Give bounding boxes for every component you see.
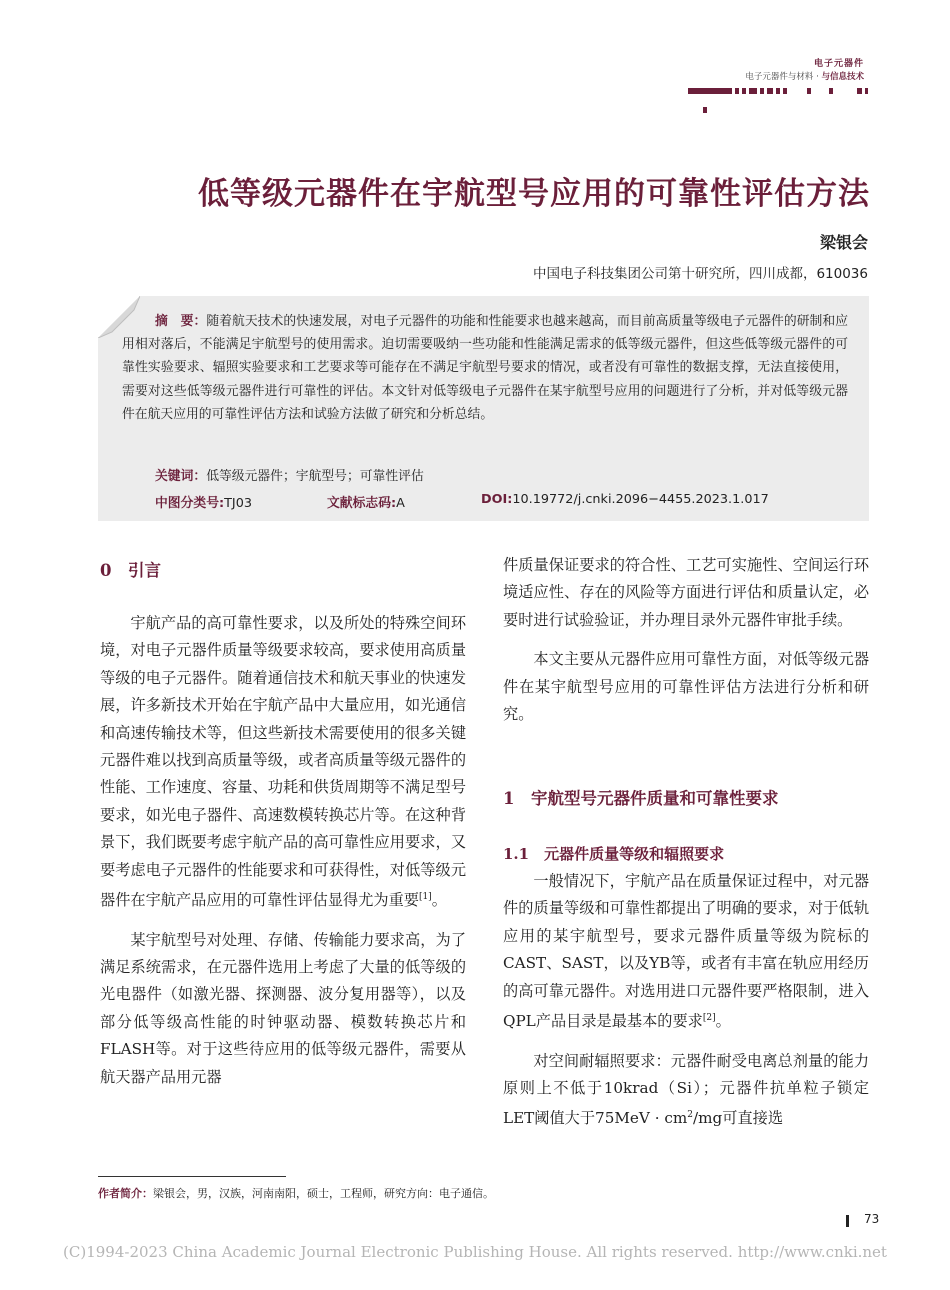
header-decoration	[688, 80, 878, 90]
intro-p1-end: 。	[431, 891, 447, 910]
superscript-2: 2	[687, 1110, 694, 1121]
right-p3-text-b: /mg可直接选	[693, 1109, 784, 1128]
keywords	[155, 465, 424, 484]
heading-section-1-1: 1.1 元器件质量等级和辐照要求	[503, 845, 725, 863]
page-number-bar	[846, 1215, 849, 1227]
doi	[481, 492, 769, 507]
keywords-label: 关键词：	[155, 469, 207, 484]
abstract-body: 随着航天技术的快速发展，对电子元器件的功能和性能要求也越来越高，而目前高质量等级电子元器件的研制和应用相对落后，不能满足宇航型号的使用需求。迫切需要吸纳一些功能和性能满足需求的低等级元器件，但这些低等级元器件的可靠性实验要求、辐照实验要求和工艺要求等可能存在不满足宇航型号要求的情况，或者没有可靠性的数据支撑，无法直接使用，需要对这些低等级元器件进行可靠性的评估。本文针对低等级电子元器件在某宇航型号应用的问题进行了分析，并对低等级元器件在航天应用的可靠性评估方法和试验方法做了研究和分析总结。	[122, 314, 849, 422]
clc-value: TJ03	[224, 496, 252, 511]
intro-paragraph-1	[100, 610, 466, 915]
doi-value: 10.19772/j.cnki.2096−4455.2023.1.017	[512, 492, 769, 507]
intro-p1-text: 宇航产品的高可靠性要求，以及所处的特殊空间环境，对电子元器件质量等级要求较高，要求使用高质量等级的电子元器件。随着通信技术和航天事业的快速发展，许多新技术开始在宇航产品中大量应用，如光通信和高速传输技术等，但这些新技术需要使用的很多关键元器件难以找到高质量等级，或者高质量等级元器件的性能、工作速度、容量、功耗和供货周期等不满足型号要求，如光电子器件、高速数模转换芯片等。在这种背景下，我们既要考虑宇航产品的高可靠性应用要求，又要考虑电子元器件的性能要求和可获得性，对低等级元器件在宇航产品应用的可靠性评估显得尤为重要	[100, 614, 466, 910]
ref-1: [1]	[418, 892, 432, 903]
ref-2: [2]	[702, 1013, 716, 1024]
abstract-text	[122, 310, 848, 426]
keywords-value: 低等级元器件；宇航型号；可靠性评估	[206, 469, 424, 484]
author-affiliation: 中国电子科技集团公司第十研究所，四川成都，610036	[532, 266, 868, 282]
clc-label: 中图分类号:	[155, 496, 225, 511]
heading-introduction: 0 引言	[100, 561, 161, 580]
document-code	[327, 492, 405, 511]
heading-section-1: 1 宇航型号元器件质量和可靠性要求	[503, 789, 779, 808]
journal-line-a: 电子元器件与材料 ·	[745, 72, 822, 82]
copyright-watermark: (C)1994-2023 China Academic Journal Electronic Publishing House. All rights reserved. http://www.cnki.net	[63, 1243, 887, 1261]
journal-header	[624, 56, 864, 82]
right-p3-text-a: 对空间耐辐照要求：元器件耐受电离总剂量的能力原则上不低于10krad（Si）；元器件抗单粒子锁定LET阈值大于75MeV · cm	[503, 1051, 869, 1128]
journal-line-b: 与信息技术	[821, 72, 864, 82]
right-paragraph-0: 件质量保证要求的符合性、工艺可实施性、空间运行环境适应性、存在的风险等方面进行评估和质量认定，必要时进行试验验证，并办理目录外元器件审批手续。	[503, 556, 869, 629]
doc-label: 文献标志码:	[327, 496, 397, 511]
right-paragraph-3	[503, 1048, 869, 1133]
paper-title: 低等级元器件在宇航型号应用的可靠性评估方法	[198, 176, 870, 212]
doc-value: A	[396, 496, 405, 511]
left-column	[100, 610, 466, 1091]
author-bio	[98, 1185, 494, 1201]
right-column-top	[503, 552, 869, 728]
footnote-rule	[98, 1176, 286, 1177]
clc-number	[155, 492, 252, 511]
right-p2-end: 。	[715, 1012, 731, 1031]
right-p2-text: 一般情况下，宇航产品在质量保证过程中，对元器件的质量等级和可靠性都提出了明确的要求，对于低轨应用的某宇航型号，要求元器件质量等级为院标的CAST、SAST，以及YB等，或者有丰富在轨应用经历的高可靠元器件。对选用进口元器件要严格限制，进入QPL产品目录是最基本的要求	[503, 872, 869, 1031]
author-bio-label: 作者简介：	[98, 1187, 153, 1200]
journal-name-top: 电子元器件	[813, 59, 864, 69]
author-name: 梁银会	[819, 233, 868, 252]
right-paragraph-2	[503, 868, 869, 1036]
right-paragraph-1: 本文主要从元器件应用可靠性方面，对低等级元器件在某宇航型号应用的可靠性评估方法进行分析和研究。	[503, 650, 869, 724]
right-column-bottom	[503, 868, 869, 1133]
intro-paragraph-2: 某宇航型号对处理、存储、传输能力要求高，为了满足系统需求，在元器件选用上考虑了大量的低等级的光电器件（如激光器、探测器、波分复用器等），以及部分低等级高性能的时钟驱动器、模数转换芯片和FLASH等。对于这些待应用的低等级元器件，需要从航天器产品用元器	[100, 930, 466, 1086]
abstract-label: 摘 要：	[155, 314, 207, 329]
page-number: 73	[864, 1212, 880, 1226]
doi-label: DOI:	[481, 492, 513, 507]
author-bio-text: 梁银会，男，汉族，河南南阳，硕士，工程师，研究方向：电子通信。	[153, 1187, 494, 1200]
